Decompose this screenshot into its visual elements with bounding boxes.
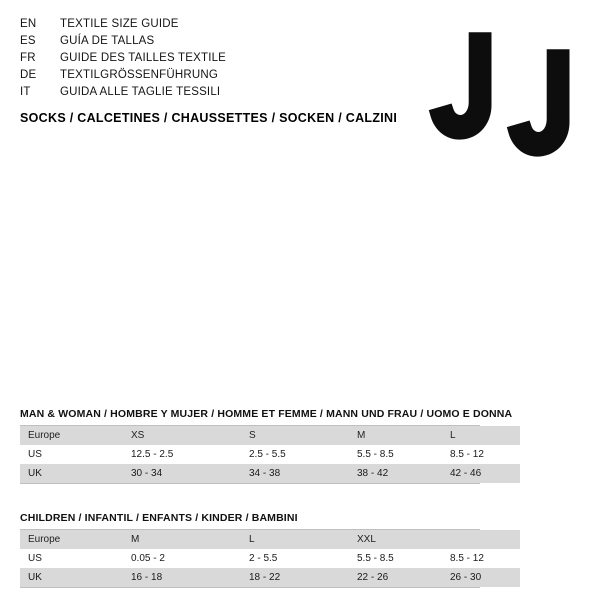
table-header-row [20,426,520,445]
table-row [20,445,520,464]
language-label: GUÍA DE TALLAS [60,35,155,47]
table-cell: 38 - 42 [349,464,442,483]
table-rule [20,483,480,484]
column-header: L [442,426,520,445]
row-label: US [20,549,123,568]
column-header: Europe [20,426,123,445]
language-code: FR [20,52,36,64]
language-code: EN [20,18,37,30]
table-cell: 34 - 38 [241,464,349,483]
table-cell: 8.5 - 12 [442,549,520,568]
table-header-row [20,530,520,549]
socks-illustration [405,18,575,178]
table-rule [20,587,480,588]
children-size-table [20,530,520,587]
language-code: ES [20,35,36,47]
table-cell: 8.5 - 12 [442,445,520,464]
table-cell: 0.05 - 2 [123,549,241,568]
language-row [20,33,360,50]
table-cell: 16 - 18 [123,568,241,587]
column-header: L [241,530,349,549]
table-row [20,464,520,483]
row-label: UK [20,568,123,587]
children-size-table-section [20,512,484,588]
language-label: GUIDA ALLE TAGLIE TESSILI [60,86,221,98]
table-cell: 42 - 46 [442,464,520,483]
table-cell: 30 - 34 [123,464,241,483]
table-row [20,549,520,568]
language-code: DE [20,69,37,81]
table-cell: 2 - 5.5 [241,549,349,568]
table-cell: 18 - 22 [241,568,349,587]
table-cell: 5.5 - 8.5 [349,445,442,464]
adult-table-caption: MAN & WOMAN / HOMBRE Y MUJER / HOMME ET FEMME / MANN UND FRAU / UOMO E DONNA [20,408,513,420]
language-row [20,50,360,67]
table-cell: 5.5 - 8.5 [349,549,442,568]
column-header [442,530,520,549]
table-cell: 12.5 - 2.5 [123,445,241,464]
language-list [20,16,360,101]
language-row [20,16,360,33]
table-cell: 22 - 26 [349,568,442,587]
language-label: TEXTILGRÖSSENFÜHRUNG [60,69,218,81]
table-row [20,568,520,587]
table-cell: 2.5 - 5.5 [241,445,349,464]
language-label: TEXTILE SIZE GUIDE [60,18,179,30]
row-label: US [20,445,123,464]
language-row [20,67,360,84]
column-header: XS [123,426,241,445]
column-header: XXL [349,530,442,549]
children-table-caption: CHILDREN / INFANTIL / ENFANTS / KINDER / BAMBINI [20,512,298,524]
language-row [20,84,360,101]
row-label: UK [20,464,123,483]
language-label: GUIDE DES TAILLES TEXTILE [60,52,227,64]
column-header: Europe [20,530,123,549]
page-title: SOCKS / CALCETINES / CHAUSSETTES / SOCKEN / CALZINI [20,111,398,125]
column-header: S [241,426,349,445]
adult-size-table-section [20,408,513,484]
adult-size-table [20,426,520,483]
language-code: IT [20,86,31,98]
column-header: M [349,426,442,445]
column-header: M [123,530,241,549]
table-cell: 26 - 30 [442,568,520,587]
